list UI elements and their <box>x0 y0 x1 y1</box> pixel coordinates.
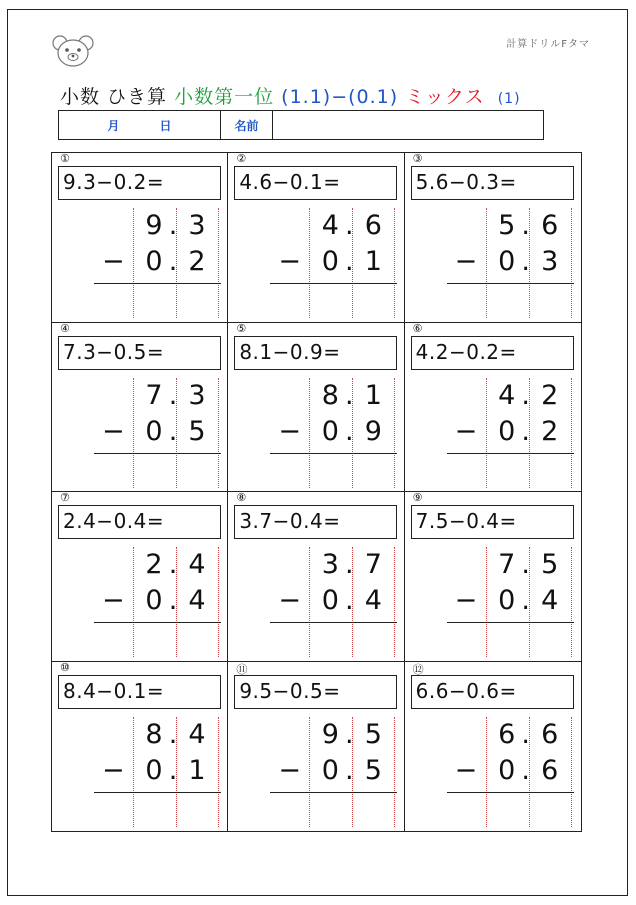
problem-number: ⑪ <box>236 662 248 676</box>
subtrahend-ones-digit: 0 <box>145 246 163 277</box>
decimal-point: . <box>345 210 354 241</box>
problem-cell <box>405 492 581 662</box>
decimal-point: . <box>168 549 178 580</box>
answer-line <box>270 622 397 623</box>
decimal-point: . <box>345 585 354 616</box>
minus-sign: − <box>102 246 125 277</box>
minus-sign: − <box>278 754 301 786</box>
subtrahend-ones-digit: 0 <box>498 246 516 277</box>
problem-cell <box>228 153 404 323</box>
equation-box: 7.3−0.5= <box>58 336 221 370</box>
decimal-point: . <box>168 415 178 447</box>
equation-box: 6.6−0.6= <box>411 675 574 709</box>
guide-line <box>218 547 219 657</box>
column-work-area <box>52 378 228 488</box>
minuend-ones-digit: 6 <box>498 718 516 750</box>
subtrahend-ones-digit: 0 <box>145 415 163 447</box>
equation-box: 7.5−0.4= <box>411 505 574 539</box>
decimal-point: . <box>345 718 354 750</box>
subtrahend-ones-digit: 0 <box>498 754 516 786</box>
problem-cell <box>228 323 404 493</box>
guide-line <box>394 547 395 657</box>
guide-line <box>218 378 219 488</box>
subtrahend-tenths-digit: 2 <box>188 246 206 277</box>
minuend-ones-digit: 4 <box>498 379 516 411</box>
answer-line <box>447 622 574 623</box>
answer-line <box>94 283 221 284</box>
minus-sign: − <box>278 246 301 277</box>
guide-line <box>394 378 395 488</box>
decimal-point: . <box>521 585 530 616</box>
subtrahend-tenths-digit: 5 <box>364 754 382 786</box>
minuend-ones-digit: 7 <box>498 549 516 580</box>
decimal-point: . <box>345 754 354 786</box>
decimal-point: . <box>521 210 530 241</box>
subtrahend-ones-digit: 0 <box>145 754 163 786</box>
problem-cell <box>52 153 228 323</box>
guide-line <box>394 208 395 318</box>
minuend-tenths-digit: 7 <box>364 549 382 580</box>
subtrahend-tenths-digit: 4 <box>364 585 382 616</box>
decimal-point: . <box>168 210 178 241</box>
minuend-tenths-digit: 6 <box>541 718 559 750</box>
minus-sign: − <box>278 585 301 616</box>
decimal-point: . <box>345 379 354 411</box>
decimal-point: . <box>521 379 530 411</box>
minuend-ones-digit: 2 <box>145 549 163 580</box>
minuend-tenths-digit: 5 <box>541 549 559 580</box>
column-work-area <box>405 547 581 657</box>
problem-number: ⑥ <box>412 321 423 335</box>
minuend-tenths-digit: 3 <box>188 379 206 411</box>
answer-line <box>94 622 221 623</box>
guide-line <box>218 717 219 827</box>
answer-line <box>447 283 574 284</box>
problem-grid <box>51 152 582 832</box>
page-title <box>60 82 521 109</box>
decimal-point: . <box>521 718 530 750</box>
problem-cell <box>228 492 404 662</box>
subtrahend-ones-digit: 0 <box>321 754 339 786</box>
subtrahend-ones-digit: 0 <box>145 585 163 616</box>
name-label: 名前 <box>221 111 273 139</box>
minus-sign: − <box>102 754 125 786</box>
answer-line <box>270 453 397 454</box>
problem-number: ⑧ <box>236 491 247 504</box>
guide-line <box>571 208 572 318</box>
problem-cell <box>52 492 228 662</box>
subtrahend-tenths-digit: 2 <box>541 415 559 447</box>
column-work-area <box>52 717 228 827</box>
minuend-ones-digit: 8 <box>321 379 339 411</box>
decimal-point: . <box>345 246 354 277</box>
minuend-ones-digit: 7 <box>145 379 163 411</box>
decimal-point: . <box>168 379 178 411</box>
equation-box: 4.6−0.1= <box>234 166 397 200</box>
column-work-area <box>228 378 404 488</box>
guide-line <box>571 547 572 657</box>
date-field[interactable] <box>59 111 221 139</box>
answer-line <box>94 453 221 454</box>
column-work-area <box>228 717 404 827</box>
column-work-area <box>52 208 228 318</box>
guide-line <box>571 717 572 827</box>
column-work-area <box>52 547 228 657</box>
answer-line <box>270 792 397 793</box>
column-work-area <box>228 547 404 657</box>
decimal-point: . <box>521 246 530 277</box>
minuend-tenths-digit: 2 <box>541 379 559 411</box>
title-part-subtraction: 小数 ひき算 <box>60 86 168 108</box>
minus-sign: − <box>454 585 478 616</box>
subtrahend-tenths-digit: 4 <box>188 585 206 616</box>
brand-label: 計算ドリルFタマ <box>506 39 590 50</box>
problem-number: ④ <box>60 321 70 335</box>
subtrahend-tenths-digit: 1 <box>364 246 382 277</box>
equation-box: 8.1−0.9= <box>234 336 397 370</box>
problem-cell <box>405 153 581 323</box>
problem-number: ⑫ <box>412 662 424 676</box>
title-part-pattern: (1.1)−(0.1) <box>281 86 399 108</box>
answer-line <box>270 283 397 284</box>
problem-number: ⑦ <box>60 491 70 504</box>
month-label: 月 <box>107 118 120 133</box>
subtrahend-ones-digit: 0 <box>498 415 516 447</box>
minus-sign: − <box>278 415 301 447</box>
decimal-point: . <box>168 754 178 786</box>
problem-cell <box>405 323 581 493</box>
problem-cell <box>52 662 228 832</box>
problem-cell <box>52 323 228 493</box>
column-work-area <box>228 208 404 318</box>
guide-line <box>571 378 572 488</box>
column-work-area <box>405 378 581 488</box>
equation-box: 9.5−0.5= <box>234 675 397 709</box>
subtrahend-ones-digit: 0 <box>321 585 339 616</box>
equation-box: 4.2−0.2= <box>411 336 574 370</box>
minus-sign: − <box>454 415 478 447</box>
problem-number: ① <box>60 152 70 165</box>
subtrahend-tenths-digit: 4 <box>541 585 559 616</box>
column-work-area <box>405 717 581 827</box>
equation-box: 2.4−0.4= <box>58 505 221 539</box>
name-date-box <box>58 110 544 140</box>
minuend-ones-digit: 3 <box>321 549 339 580</box>
minus-sign: − <box>454 246 478 277</box>
subtrahend-ones-digit: 0 <box>498 585 516 616</box>
equation-box: 8.4−0.1= <box>58 675 221 709</box>
answer-line <box>447 453 574 454</box>
title-part-mix: ミックス <box>405 86 485 108</box>
answer-line <box>447 792 574 793</box>
subtrahend-tenths-digit: 6 <box>541 754 559 786</box>
day-label: 日 <box>159 118 172 133</box>
column-work-area <box>405 208 581 318</box>
equation-box: 9.3−0.2= <box>58 166 221 200</box>
subtrahend-tenths-digit: 5 <box>188 415 206 447</box>
answer-line <box>94 792 221 793</box>
decimal-point: . <box>521 754 530 786</box>
guide-line <box>394 717 395 827</box>
minus-sign: − <box>102 585 125 616</box>
minuend-tenths-digit: 3 <box>188 210 206 241</box>
minuend-tenths-digit: 6 <box>364 210 382 241</box>
decimal-point: . <box>168 246 178 277</box>
problem-number: ⑩ <box>60 660 70 674</box>
subtrahend-tenths-digit: 9 <box>364 415 382 447</box>
decimal-point: . <box>168 718 178 750</box>
decimal-point: . <box>521 415 530 447</box>
title-part-decimal: 小数第一位 <box>174 86 275 108</box>
equation-box: 5.6−0.3= <box>411 166 574 200</box>
minuend-tenths-digit: 6 <box>541 210 559 241</box>
subtrahend-tenths-digit: 3 <box>541 246 559 277</box>
subtrahend-tenths-digit: 1 <box>188 754 206 786</box>
problem-number: ③ <box>412 152 423 165</box>
problem-number: ⑤ <box>236 321 247 335</box>
guide-line <box>218 208 219 318</box>
problem-cell <box>228 662 404 832</box>
minuend-ones-digit: 9 <box>321 718 339 750</box>
minus-sign: − <box>454 754 478 786</box>
minuend-tenths-digit: 1 <box>364 379 382 411</box>
decimal-point: . <box>521 549 530 580</box>
equation-box: 3.7−0.4= <box>234 505 397 539</box>
minus-sign: − <box>102 415 125 447</box>
minuend-tenths-digit: 5 <box>364 718 382 750</box>
problem-number: ⑨ <box>412 491 423 504</box>
minuend-ones-digit: 9 <box>145 210 163 241</box>
minuend-tenths-digit: 4 <box>188 718 206 750</box>
title-part-number: (1) <box>497 91 521 107</box>
decimal-point: . <box>345 415 354 447</box>
subtrahend-ones-digit: 0 <box>321 246 339 277</box>
minuend-tenths-digit: 4 <box>188 549 206 580</box>
minuend-ones-digit: 4 <box>321 210 339 241</box>
bear-face-icon <box>50 34 96 68</box>
subtrahend-ones-digit: 0 <box>321 415 339 447</box>
minuend-ones-digit: 5 <box>498 210 516 241</box>
decimal-point: . <box>168 585 178 616</box>
problem-cell <box>405 662 581 832</box>
minuend-ones-digit: 8 <box>145 718 163 750</box>
decimal-point: . <box>345 549 354 580</box>
problem-number: ② <box>236 152 247 165</box>
name-field[interactable] <box>273 111 543 139</box>
